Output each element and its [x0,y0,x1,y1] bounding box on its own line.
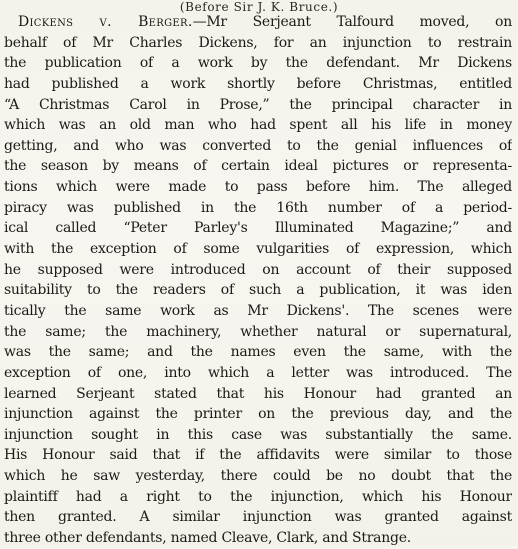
court-heading: (Before Sir J. K. Bruce.) [179,0,339,14]
article-line: piracy was published in the 16th number of a period- [4,199,512,216]
article-line: the same; the machinery, whether natural or supernatural, [4,323,512,340]
article-line: tions which were made to pass before him. The alleged [4,179,512,196]
article-line: “A Christmas Carol in Prose,” the principal character in [4,96,512,113]
article-line: three other defendants, named Cleave, Clark, and Strange. [4,530,411,547]
article-line: was the same; and the names even the same, with the [4,344,512,361]
article-line: plaintiff had a right to the injunction, which his Honour [4,488,512,505]
article-line: then granted. A similar injunction was granted against [4,509,512,526]
article-line: he supposed were introduced on account of their supposed [4,261,512,278]
article-line: suitability to the readers of such a publication, it was iden [4,282,512,299]
case-name: Dickens v. Berger. [18,14,193,30]
article-line: the season by means of certain ideal pictures or representa- [4,158,512,175]
article-line: with the exception of some vulgarities of expression, which [4,241,512,258]
article-line: injunction sought in this case was substantially the same. [4,426,512,443]
article-line: had published a work shortly before Christmas, entitled [4,75,512,92]
article-line: exception of one, into which a letter was introduced. The [4,364,512,381]
article-line: which he saw yesterday, there could be no doubt that the [4,468,512,485]
article-line [4,12,512,33]
article-line-text: —Mr Serjeant Talfourd moved, on [192,14,512,30]
article-line: which was an old man who had spent all his life in money [4,117,512,134]
article-line: tically the same work as Mr Dickens'. The scenes were [4,302,512,319]
article-line: learned Serjeant stated that his Honour had granted an [4,385,512,402]
article-line: getting, and who was converted to the genial influences of [4,137,512,154]
article-line: injunction against the printer on the previous day, and the [4,406,512,423]
article-line: the publication of a work by the defendant. Mr Dickens [4,55,512,72]
article-line: behalf of Mr Charles Dickens, for an injunction to restrain [4,34,512,51]
article-line: ical called “Peter Parley's Illuminated Magazine;” and [4,220,512,237]
article-body [4,12,512,549]
article-line: His Honour said that if the affidavits were similar to those [4,447,512,464]
